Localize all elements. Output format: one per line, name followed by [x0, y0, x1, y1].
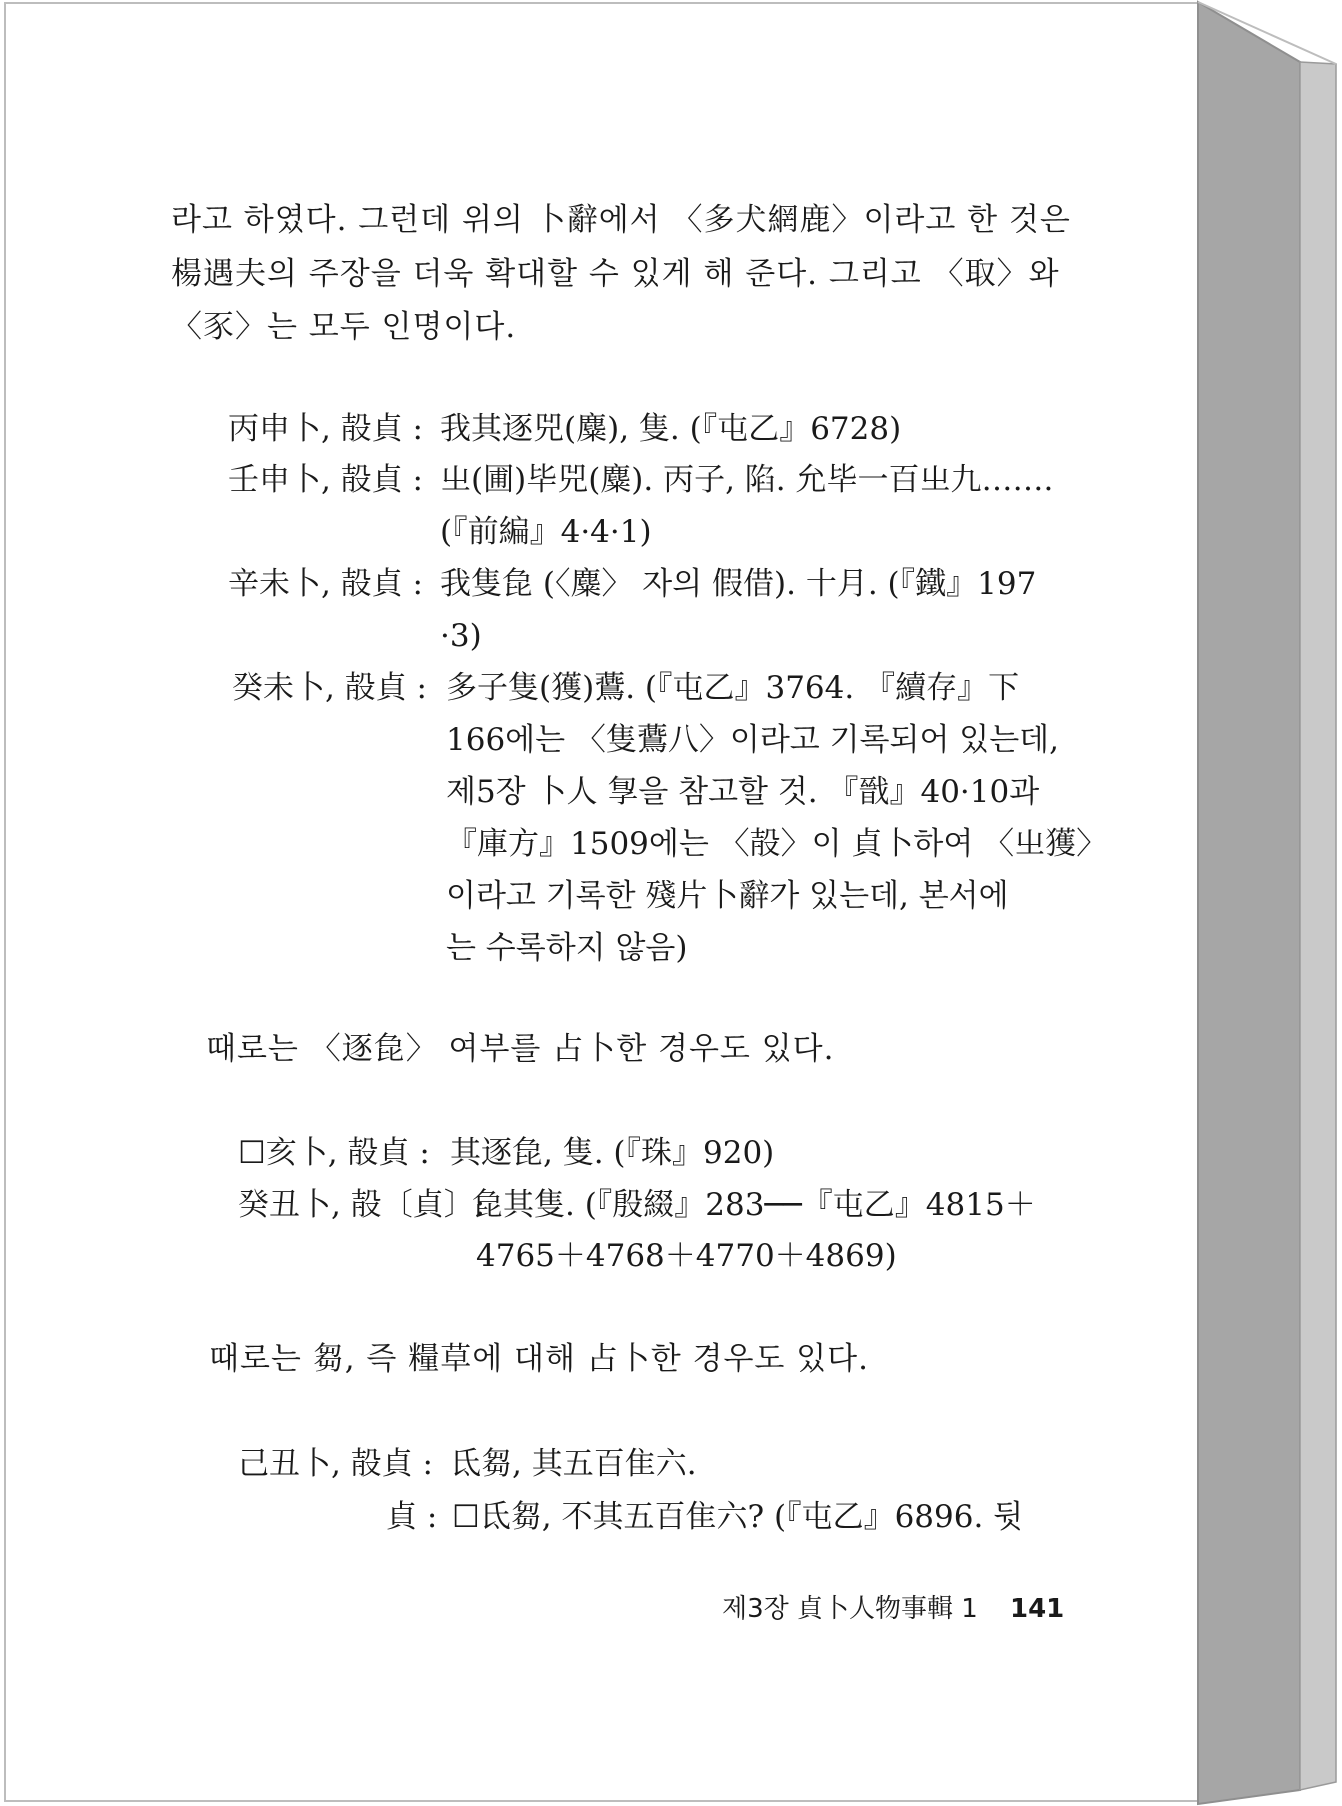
inscription-text: 多子隻(獲)鷰. (『屯乙』3764. 『續存』下 — [446, 670, 1020, 706]
book-edge-decoration — [1196, 0, 1342, 1806]
inscription-label: 貞 : — [386, 1499, 438, 1535]
inscription-text: 我其逐兕(麋), 隻. (『屯乙』6728) — [440, 411, 902, 447]
paragraph-2: 때로는 〈逐㲋〉 여부를 占卜한 경우도 있다. — [206, 1031, 835, 1067]
inscription-label: 己丑卜, 㱿貞 : — [238, 1446, 434, 1482]
inscription-label: 癸丑卜, 㱿〔貞〕: — [238, 1187, 486, 1223]
inscription-continuation: 이라고 기록한 殘片卜辭가 있는데, 본서에 — [446, 878, 1009, 914]
inscription-text: 㞢(圃)毕兕(麋). 丙子, 陷. 允毕一百㞢九……. — [440, 462, 1054, 498]
inscription-label: 癸未卜, 㱿貞 : — [232, 670, 428, 706]
paragraph-1-line-2: 楊遇夫의 주장을 더욱 확대할 수 있게 해 준다. 그리고 〈取〉와 — [171, 256, 1060, 292]
inscription-text: 我隻㲋 (〈麋〉 자의 假借). 十月. (『鐵』197 — [440, 566, 1037, 602]
inscription-continuation: 4765＋4768＋4770＋4869) — [476, 1238, 897, 1274]
page-number: 141 — [1010, 1594, 1065, 1624]
inscription-continuation: (『前編』4·4·1) — [440, 514, 652, 550]
inscription-label: 丙申卜, 㱿貞 : — [228, 411, 424, 447]
inscription-text: 㲋其隻. (『殷綴』283──『屯乙』4815＋ — [472, 1187, 1036, 1223]
inscription-label: ☐亥卜, 㱿貞 : — [238, 1135, 430, 1171]
inscription-text: 氐芻, 其五百隹六. — [450, 1446, 697, 1482]
inscription-continuation: 제5장 卜人 㝁을 참고할 것. 『戩』40·10과 — [446, 774, 1040, 810]
inscription-label: 壬申卜, 㱿貞 : — [228, 462, 424, 498]
inscription-continuation: 는 수록하지 않음) — [446, 930, 688, 966]
inscription-continuation: 166에는 〈隻鷰八〉이라고 기록되어 있는데, — [446, 722, 1059, 758]
inscription-continuation: 『庫方』1509에는 〈㱿〉이 貞卜하여 〈㞢獲〉 — [446, 826, 1108, 862]
paragraph-3: 때로는 芻, 즉 糧草에 대해 占卜한 경우도 있다. — [209, 1341, 869, 1377]
inscription-continuation: ·3) — [440, 618, 482, 654]
inscription-text: 其逐㲋, 隻. (『珠』920) — [450, 1135, 775, 1171]
inscription-label: 辛未卜, 㱿貞 : — [228, 566, 424, 602]
book-page — [4, 2, 1200, 1802]
paragraph-1-line-3: 〈豕〉는 모두 인명이다. — [171, 309, 517, 345]
inscription-text: ☐氐芻, 不其五百隹六? (『屯乙』6896. 뒷 — [452, 1499, 1024, 1535]
paragraph-1-line-1: 라고 하였다. 그런데 위의 卜辭에서 〈多犬網鹿〉이라고 한 것은 — [171, 202, 1071, 238]
running-head: 제3장 貞卜人物事輯 1 — [722, 1594, 978, 1624]
